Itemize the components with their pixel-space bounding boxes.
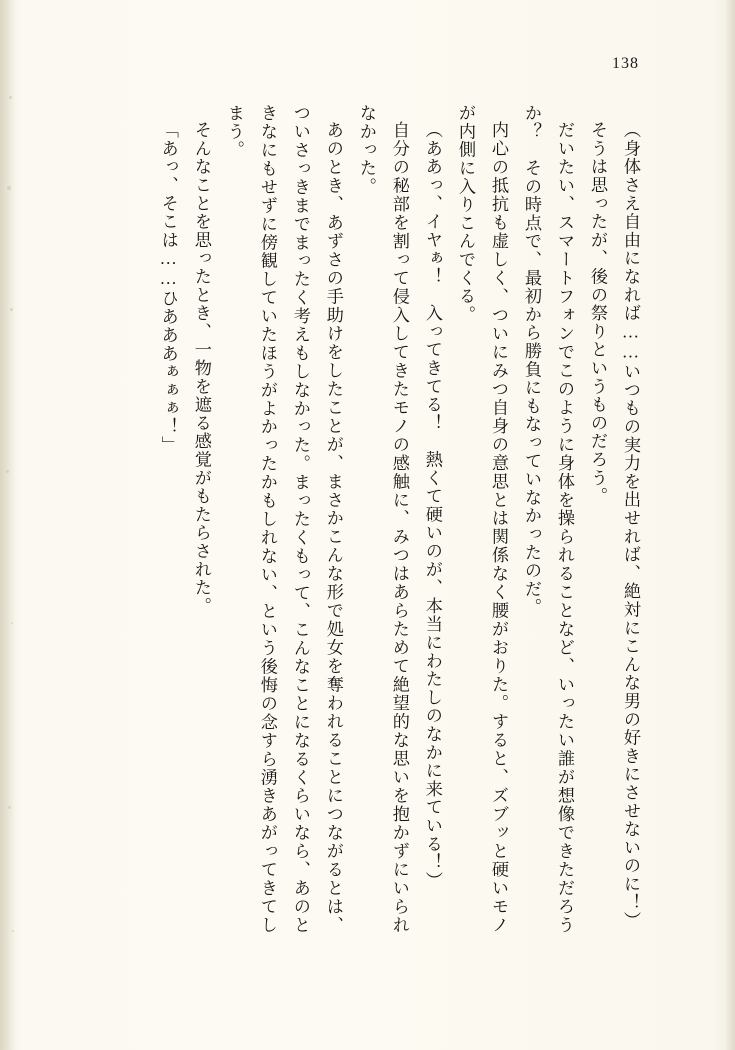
paragraph: 内心の抵抗も虚しく、ついにみつ自身の意思とは関係なく腰がおりた。すると、ズブッと硬いモノが内側に入りこんでくる。 — [455, 104, 508, 934]
paragraph: 「あっ、そこは……ひあああぁぁぁ！」 — [158, 121, 178, 454]
scan-speck — [8, 806, 11, 809]
paragraph: だいたい、スマートフォンでこのように身体を操られることなど、いったい誰が想像できただろうか？ その時点で、最初から勝負にもなっていなかったのだ。 — [521, 104, 574, 934]
paragraph: そうは思ったが、後の祭りというものだろう。 — [587, 121, 607, 506]
scan-speck — [7, 186, 11, 190]
paragraph: 自分の秘部を割って侵入してきたモノの感触に、みつはあらためて絶望的な思いを抱かずにいられなかった。 — [356, 104, 409, 934]
page-edge-shading — [725, 0, 735, 1050]
paragraph: そんなことを思ったとき、一物を遮る感覚がもたらされた。 — [191, 121, 211, 616]
scan-speck — [10, 308, 13, 311]
page-gutter-shading — [0, 0, 16, 1050]
paragraph: あのとき、あずさの手助けをしたことが、まさかこんな形で処女を奪われることにつながるとは、ついさっきまでまったく考えもしなかった。まったくもって、こんなことになるくらいなら、あのときなにもせずに傍観していたほうがよかったかもしれない、という後悔の念すら湧きあがってきてしまう。 — [224, 104, 343, 934]
paragraph: （身体さえ自由になれば……いつもの実力を出せれば、絶対にこんな男の好きにさせないのに！） — [621, 121, 640, 930]
scan-speck — [9, 96, 12, 99]
paragraph: （ああっ、イヤぁ！ 入ってきてる！ 熱くて硬いのが、本当にわたしのなかに来ている！） — [422, 121, 442, 890]
scan-speck — [12, 930, 14, 932]
scan-speck — [11, 622, 13, 624]
page-body-text — [88, 104, 647, 934]
page-number: 138 — [612, 55, 639, 72]
scan-speck — [6, 470, 9, 473]
